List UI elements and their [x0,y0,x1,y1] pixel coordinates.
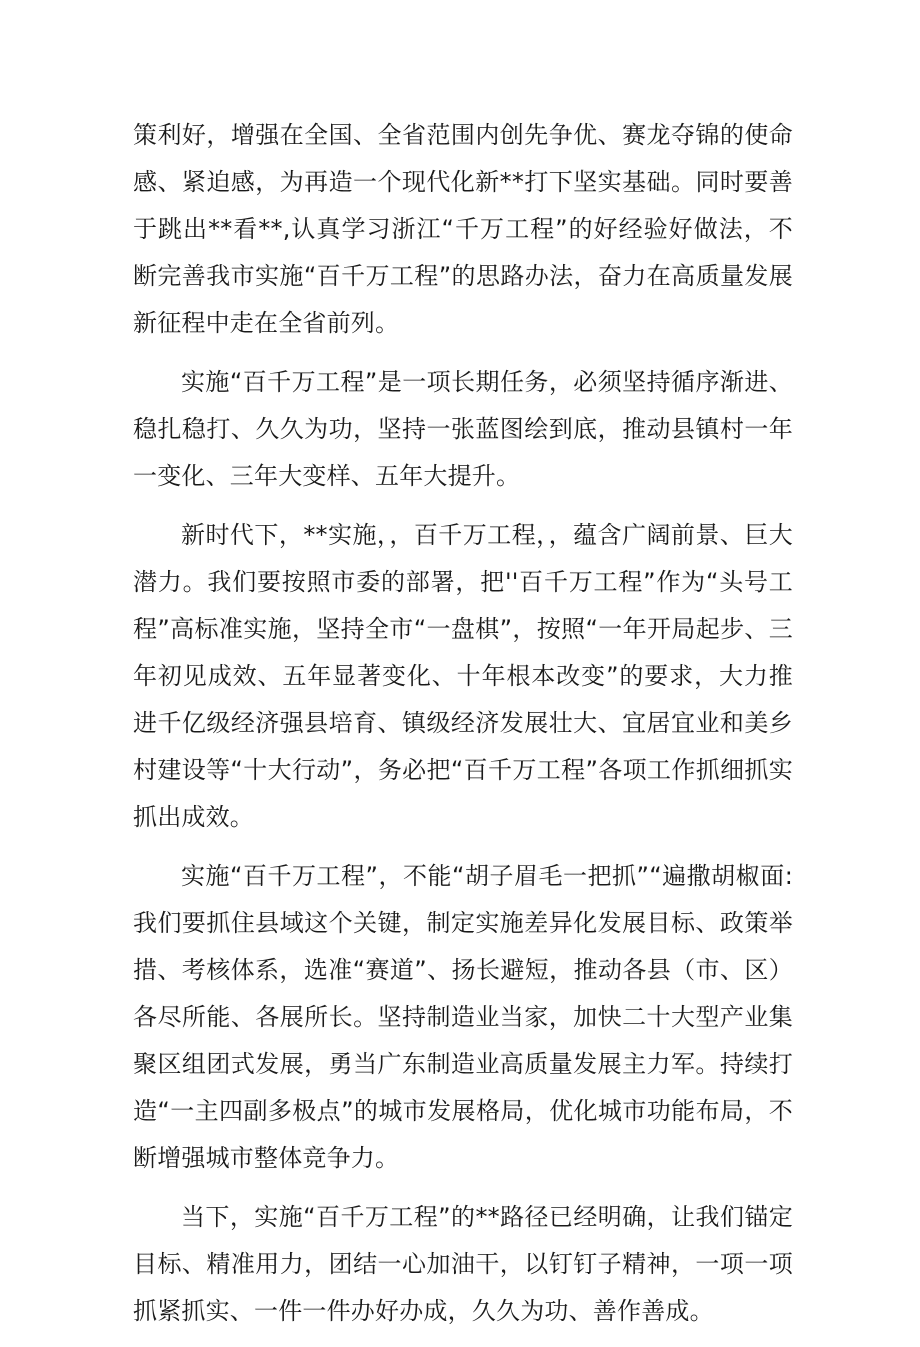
paragraph-long-term-task: 实施“百千万工程”是一项长期任务，必须坚持循序渐进、稳扎稳打、久久为功，坚持一张蓝图绘到底，推动县镇村一年一变化、三年大变样、五年大提升。 [133,368,793,490]
paragraph-conclusion: 当下，实施“百千万工程”的**路径已经明确，让我们锚定目标、精准用力，团结一心加油干，以钉钉子精神，一项一项抓紧抓实、一件一件办好办成，久久为功、善作善成。 [133,1203,793,1325]
paragraph-new-era: 新时代下，**实施，，百千万工程，，蕴含广阔前景、巨大潜力。我们要按照市委的部署，把''百千万工程”作为“头号工程”高标准实施，坚持全市“一盘棋”，按照“一年开局起步、三年初见成效、五年显著变化、十年根本改变”的要求，大力推进千亿级经济强县培育、镇级经济发展壮大、宜居宜业和美乡村建设等“十大行动”，务必把“百千万工程”各项工作抓细抓实抓出成效。 [133,521,793,831]
document-body [133,112,793,1347]
paragraph-county-focus: 实施“百千万工程”，不能“胡子眉毛一把抓”“遍撒胡椒面:我们要抓住县域这个关键，制定实施差异化发展目标、政策举措、考核体系，选准“赛道”、扬长避短，推动各县（市、区）各尽所能、各展所长。坚持制造业当家，加快二十大型产业集聚区组团式发展，勇当广东制造业高质量发展主力军。持续打造“一主四副多极点”的城市发展格局，优化城市功能布局，不断增强城市整体竞争力。 [133,862,793,1172]
paragraph-continuation: 策利好，增强在全国、全省范围内创先争优、赛龙夺锦的使命感、紧迫感，为再造一个现代化新**打下坚实基础。同时要善于跳出**看**,认真学习浙江“千万工程”的好经验好做法，不断完善我市实施“百千万工程”的思路办法，奋力在高质量发展新征程中走在全省前列。 [133,121,793,337]
